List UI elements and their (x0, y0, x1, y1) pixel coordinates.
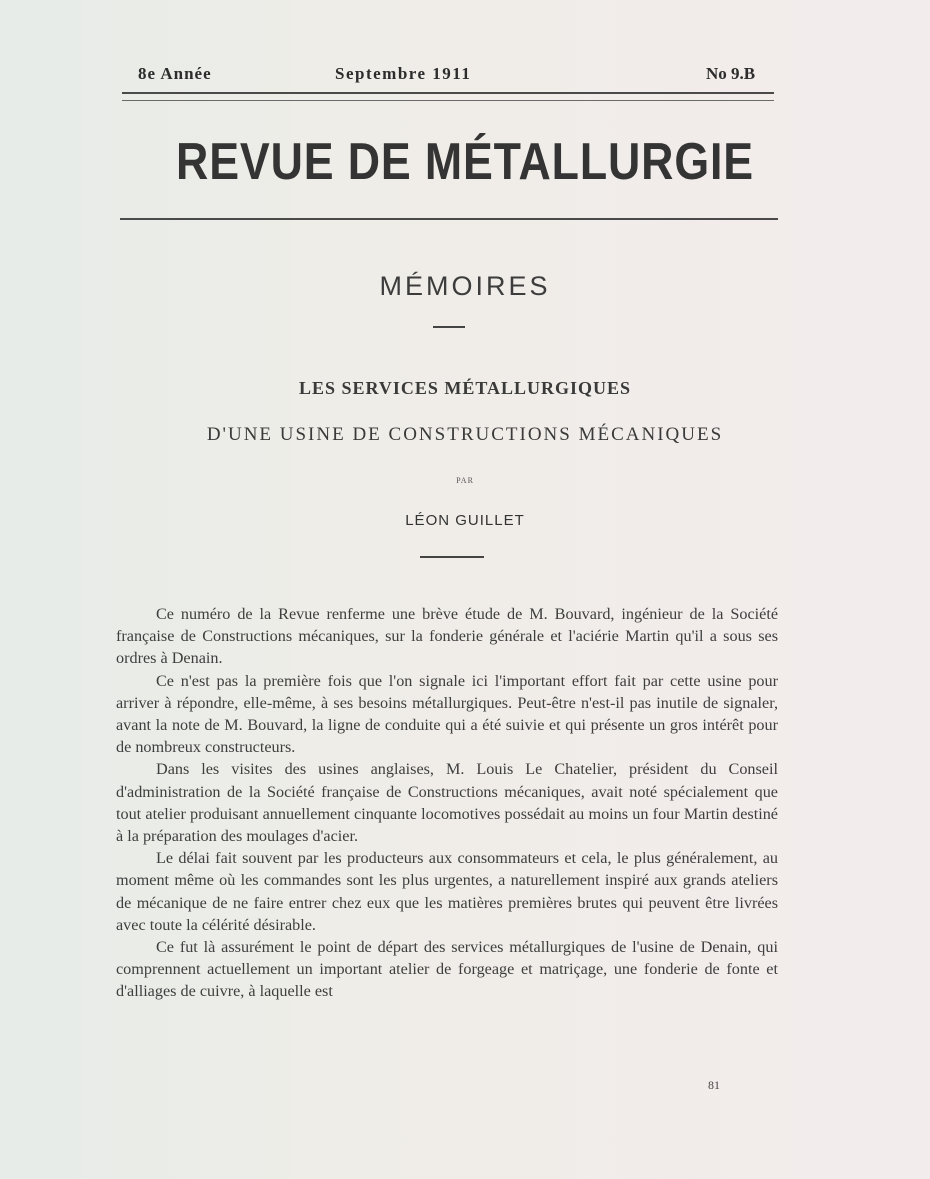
author-name: LÉON GUILLET (405, 512, 525, 529)
page-number: 81 (708, 1078, 720, 1092)
section-divider (433, 326, 465, 328)
running-header (138, 62, 788, 88)
title-rule (120, 218, 778, 220)
paragraph: Ce fut là assurément le point de départ des services métallurgiques de l'usine de Denain, qui comprennent actuellement un important atelier de forgeage et matriçage, une fonderie de fonte et d'alliages de cuivre, à laquelle est (116, 938, 778, 1001)
article-body (116, 603, 778, 1003)
author-divider (420, 556, 484, 558)
header-issue-number: No 9.B (706, 64, 756, 83)
header-year: 8e Année (138, 64, 212, 83)
paragraph: Dans les visites des usines anglaises, M. Louis Le Chatelier, président du Conseil d'administration de la Société française de Constructions mécaniques, avait noté spécialement que tout atelier produisant annuellement cinquante locomotives possédait au moins un four Martin destiné à la préparation des moulages d'acier. (116, 760, 778, 846)
byline-par: PAR (456, 476, 474, 485)
header-date: Septembre 1911 (335, 64, 472, 83)
paragraph: Le délai fait souvent par les producteurs aux consommateurs et cela, le plus généralement, au moment même où les commandes sont les plus urgentes, a naturellement inspiré aux grands ateliers de mécanique de ne faire entrer chez eux que les matières premières brutes qui peuvent être livrées avec toute la célérité désirable. (116, 849, 778, 934)
article-title-line2: D'UNE USINE DE CONSTRUCTIONS MÉCANIQUES (206, 424, 724, 445)
header-rule (122, 92, 774, 101)
section-heading: MÉMOIRES (379, 271, 551, 301)
paragraph: Ce numéro de la Revue renferme une brève étude de M. Bouvard, ingénieur de la Société française de Constructions mécaniques, sur la fonderie générale et l'aciérie Martin qu'il a sous ses ordres à Denain. (116, 605, 778, 668)
journal-title: REVUE DE MÉTALLURGIE (176, 133, 754, 191)
paragraph: Ce n'est pas la première fois que l'on signale ici l'important effort fait par cette usine pour arriver à répondre, elle-même, à ses besoins métallurgiques. Peut-être n'est-il pas inutile de signaler, avant la note de M. Bouvard, la ligne de conduite qui a été suivie et qui présente un gros intérêt pour de nombreux constructeurs. (116, 671, 778, 757)
article-title-line1: LES SERVICES MÉTALLURGIQUES (298, 378, 632, 398)
